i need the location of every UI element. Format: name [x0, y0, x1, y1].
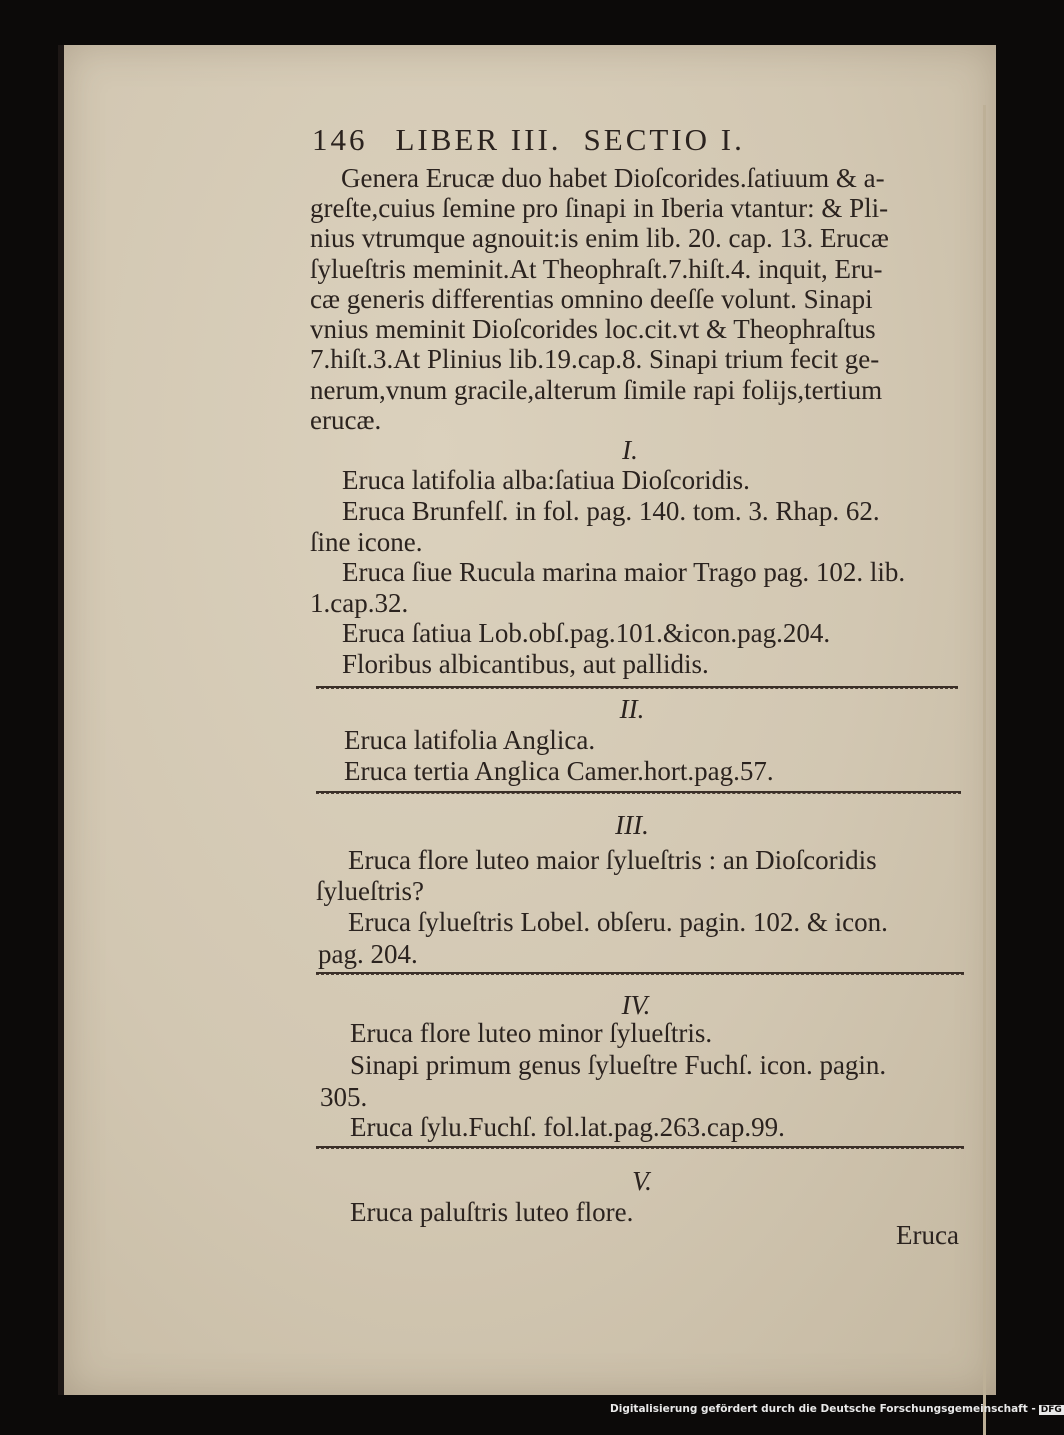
- entry-line: Eruca ſatiua Lob.obſ.pag.101.&icon.pag.204.: [342, 618, 831, 648]
- entry-line: Eruca latifolia Anglica.: [344, 725, 596, 755]
- entry-line: Eruca ſiue Rucula marina maior Trago pag. 102. lib.: [342, 557, 906, 587]
- intro-line: nerum,vnum gracile,alterum ſimile rapi folijs,tertium: [310, 375, 883, 405]
- page-number: 146: [312, 122, 368, 157]
- running-header: [312, 122, 872, 158]
- credit-text: Digitalisierung gefördert durch die Deutsche Forschungsgemeinschaft -: [610, 1403, 1036, 1415]
- intro-line: Genera Erucæ duo habet Dioſcorides.ſatiuum & a-: [341, 163, 885, 193]
- intro-line: vnius meminit Dioſcorides loc.cit.vt & Theophraſtus: [310, 314, 876, 344]
- intro-line: ſylueſtris meminit.At Theophraſt.7.hiſt.4. inquit, Eru-: [310, 254, 883, 284]
- digitization-credit: [610, 1403, 1064, 1415]
- section-divider: [316, 791, 961, 794]
- entry-line: 1.cap.32.: [310, 588, 409, 618]
- entry-line: Eruca flore luteo minor ſylueſtris.: [350, 1018, 713, 1048]
- entry-line: ſylueſtris?: [316, 876, 424, 906]
- entry-line: Eruca paluſtris luteo flore.: [350, 1197, 634, 1227]
- entry-line: Floribus albicantibus, aut pallidis.: [342, 649, 709, 679]
- entry-line: Eruca Brunfelſ. in fol. pag. 140. tom. 3. Rhap. 62.: [342, 496, 880, 526]
- section-numeral: I.: [622, 435, 638, 465]
- intro-line: 7.hiſt.3.At Plinius lib.19.cap.8. Sinapi trium fecit ge-: [310, 344, 880, 374]
- section-numeral: III.: [615, 810, 649, 840]
- intro-line: greſte,cuius ſemine pro ſinapi in Iberia vtantur: & Pli-: [310, 193, 889, 223]
- page-edge: [983, 105, 986, 1435]
- section-numeral: IV.: [621, 990, 651, 1020]
- section-divider: [316, 972, 964, 975]
- intro-line: erucæ.: [310, 405, 382, 435]
- entry-line: Eruca latifolia alba:ſatiua Dioſcoridis.: [342, 465, 750, 495]
- catchword: Eruca: [896, 1220, 959, 1250]
- entry-line: Sinapi primum genus ſylueſtre Fuchſ. icon. pagin.: [350, 1050, 887, 1080]
- entry-line: Eruca flore luteo maior ſylueſtris : an Dioſcoridis: [348, 845, 877, 875]
- entry-line: 305.: [320, 1082, 368, 1112]
- entry-line: ſine icone.: [310, 527, 423, 557]
- section-numeral: II.: [619, 694, 645, 724]
- dfg-logo: DFG: [1040, 1405, 1062, 1415]
- entry-line: Eruca ſylu.Fuchſ. fol.lat.pag.263.cap.99.: [350, 1112, 785, 1142]
- intro-line: cæ generis differentias omnino deeſſe volunt. Sinapi: [310, 284, 873, 314]
- book-title: LIBER III.: [395, 122, 562, 157]
- section-title: SECTIO I.: [583, 122, 745, 157]
- section-divider: [316, 1146, 964, 1149]
- intro-line: nius vtrumque agnouit:is enim lib. 20. cap. 13. Erucæ: [310, 223, 889, 253]
- section-numeral: V.: [632, 1166, 652, 1196]
- entry-line: Eruca tertia Anglica Camer.hort.pag.57.: [344, 756, 774, 786]
- section-divider: [316, 686, 958, 689]
- entry-line: Eruca ſylueſtris Lobel. obſeru. pagin. 102. & icon.: [348, 907, 888, 937]
- entry-line: pag. 204.: [318, 939, 418, 969]
